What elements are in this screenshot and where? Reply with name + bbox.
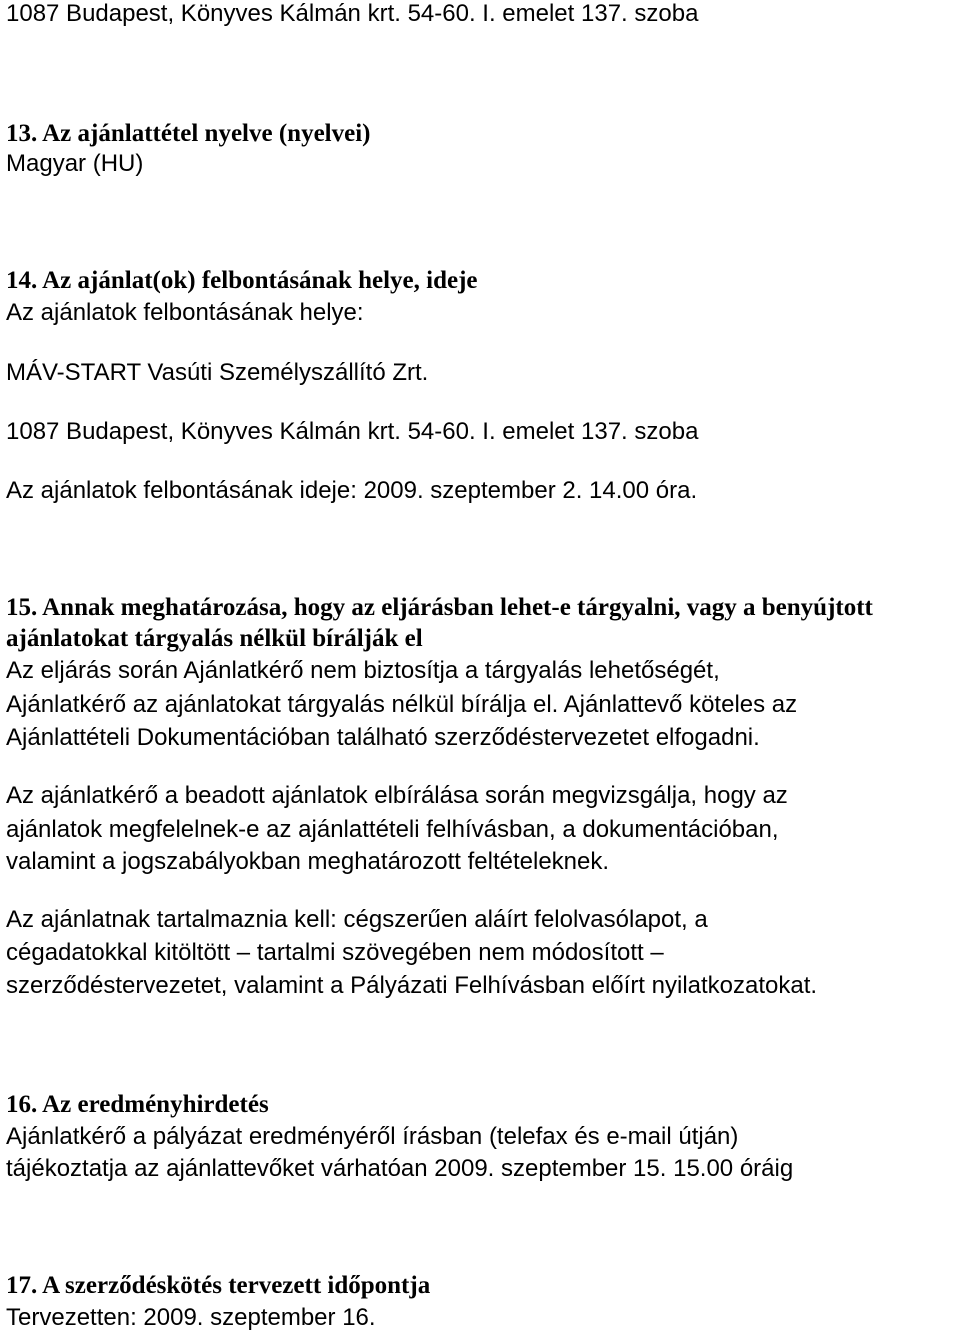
- section-14-time: Az ajánlatok felbontásának ideje: 2009. szeptember 2. 14.00 óra.: [6, 477, 698, 504]
- section-15-p3-line-1: Az ajánlatnak tartalmaznia kell: cégszerűen aláírt felolvasólapot, a: [6, 906, 708, 933]
- section-16-p-line-2: tájékoztatja az ajánlattevőket várhatóan 2009. szeptember 15. 15.00 óráig: [6, 1155, 794, 1182]
- section-15-heading-line-2: ajánlatokat tárgyalás nélkül bírálják el: [6, 625, 423, 652]
- section-14-address: 1087 Budapest, Könyves Kálmán krt. 54-60. I. emelet 137. szoba: [6, 418, 699, 445]
- section-15-p3-line-2: cégadatokkal kitöltött – tartalmi szövegében nem módosított –: [6, 939, 664, 966]
- section-14-place-label: Az ajánlatok felbontásának helye:: [6, 299, 364, 326]
- section-17-value: Tervezetten: 2009. szeptember 16.: [6, 1304, 376, 1331]
- section-16-p-line-1: Ajánlatkérő a pályázat eredményéről írásban (telefax és e-mail útján): [6, 1123, 739, 1150]
- section-15-p1-line-3: Ajánlattételi Dokumentációban található szerződéstervezetet elfogadni.: [6, 724, 760, 751]
- section-14-company: MÁV-START Vasúti Személyszállító Zrt.: [6, 359, 429, 386]
- section-15-p1-line-1: Az eljárás során Ajánlatkérő nem biztosítja a tárgyalás lehetőségét,: [6, 657, 720, 684]
- section-16-heading: 16. Az eredményhirdetés: [6, 1091, 269, 1118]
- section-13-value: Magyar (HU): [6, 150, 144, 177]
- section-13-heading: 13. Az ajánlattétel nyelve (nyelvei): [6, 120, 371, 147]
- section-17-heading: 17. A szerződéskötés tervezett időpontja: [6, 1272, 431, 1299]
- section-15-p3-line-3: szerződéstervezetet, valamint a Pályázati Felhívásban előírt nyilatkozatokat.: [6, 972, 818, 999]
- section-15-p2-line-1: Az ajánlatkérő a beadott ajánlatok elbírálása során megvizsgálja, hogy az: [6, 782, 788, 809]
- section-15-heading-line-1: 15. Annak meghatározása, hogy az eljárásban lehet-e tárgyalni, vagy a benyújtott: [6, 594, 873, 621]
- section-15-p1-line-2: Ajánlatkérő az ajánlatokat tárgyalás nélkül bírálja el. Ajánlattevő köteles az: [6, 691, 798, 718]
- section-14-heading: 14. Az ajánlat(ok) felbontásának helye, ideje: [6, 267, 478, 294]
- top-address: 1087 Budapest, Könyves Kálmán krt. 54-60. I. emelet 137. szoba: [6, 0, 699, 27]
- section-15-p2-line-2: ajánlatok megfelelnek-e az ajánlattételi felhívásban, a dokumentációban,: [6, 816, 779, 843]
- section-15-p2-line-3: valamint a jogszabályokban meghatározott feltételeknek.: [6, 848, 610, 875]
